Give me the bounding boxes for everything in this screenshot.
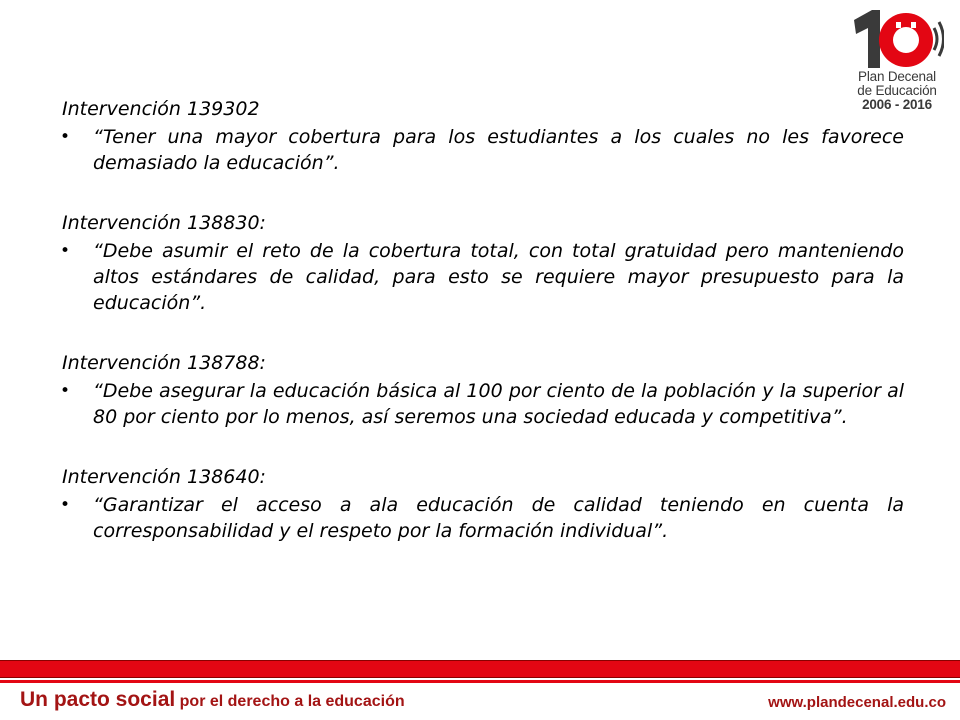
intervention-item: [62, 238, 904, 316]
logo-line1: Plan Decenal: [858, 69, 936, 84]
intervention-quote: “Debe asegurar la educación básica al 100 por ciento de la población y la superior al 80 por ciento por lo menos, así seremos una sociedad educada y competitiva”.: [93, 380, 904, 428]
footer: [0, 684, 960, 720]
footer-red-bar: [0, 660, 960, 678]
bullet-icon: •: [60, 127, 71, 147]
bullet-icon: •: [60, 241, 71, 261]
intervention-quote: “Debe asumir el reto de la cobertura total, con total gratuidad pero manteniendo altos estándares de calidad, para esto se requiere mayor presupuesto para la educación”.: [93, 240, 904, 314]
intervention-item: [62, 124, 904, 176]
intervention-heading: Intervención 138640:: [62, 466, 266, 488]
intervention-block: [62, 464, 904, 544]
intervention-quote: “Garantizar el acceso a ala educación de calidad teniendo en cuenta la corresponsabilidad y el respeto por la formación individual”.: [93, 494, 904, 542]
bullet-icon: •: [60, 495, 71, 515]
logo-10-icon: [850, 8, 944, 70]
footer-slogan: [20, 688, 405, 712]
intervention-block: [62, 350, 904, 430]
intervention-item: [62, 378, 904, 430]
intervention-heading: Intervención 139302: [62, 98, 260, 120]
intervention-block: [62, 210, 904, 316]
slogan-main: Un pacto social: [20, 688, 176, 711]
slogan-rest: por el derecho a la educación: [175, 693, 405, 710]
intervention-item: [62, 492, 904, 544]
logo-years: 2006 - 2016: [862, 97, 932, 112]
footer-divider: [0, 680, 960, 683]
footer-url-link[interactable]: www.plandecenal.edu.co: [768, 694, 946, 711]
intervention-block: [62, 96, 904, 176]
logo-line2: de Educación: [857, 83, 937, 98]
bullet-icon: •: [60, 381, 71, 401]
interventions-list: [62, 96, 904, 544]
intervention-heading: Intervención 138830:: [62, 212, 266, 234]
intervention-quote: “Tener una mayor cobertura para los estudiantes a los cuales no les favorece demasiado la educación”.: [93, 126, 904, 174]
intervention-heading: Intervención 138788:: [62, 352, 266, 374]
